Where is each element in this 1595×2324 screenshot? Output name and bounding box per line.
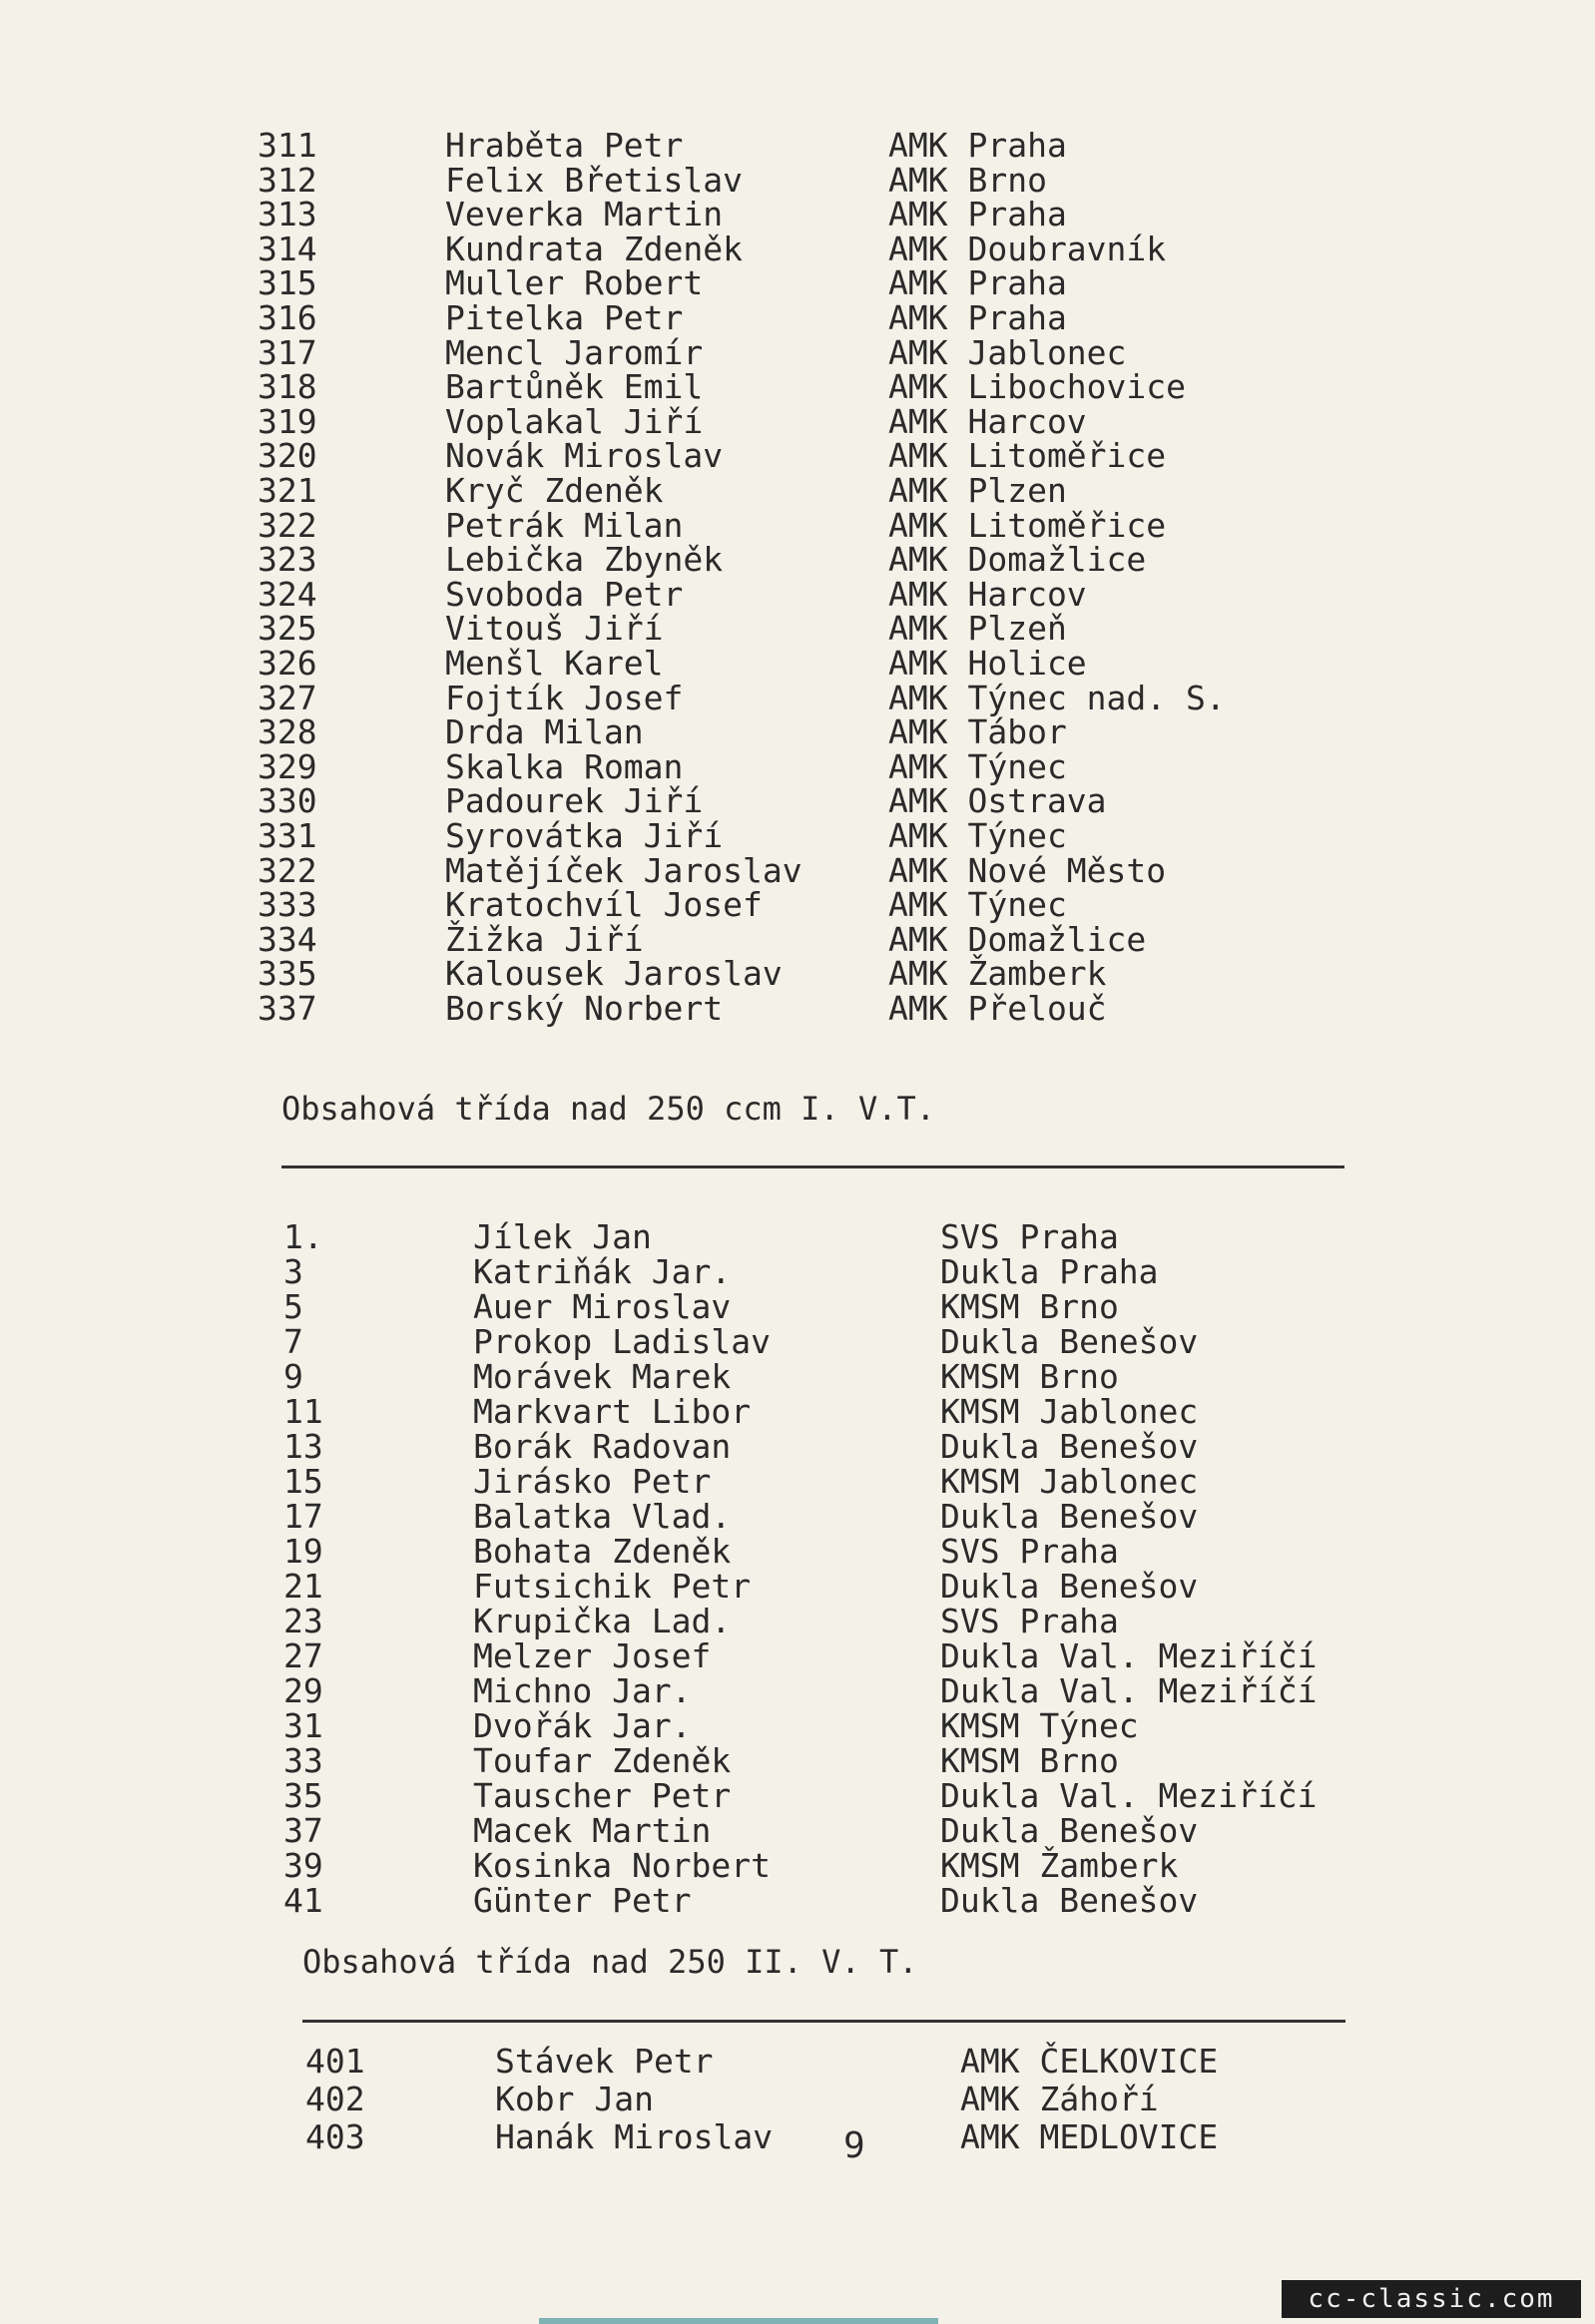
entry-row [0,956,1595,992]
entry-name: Žižka Jiří [445,919,644,959]
entry-number: 31 [283,1706,323,1745]
entry-row [0,2082,1595,2117]
entry-name: Markvart Libor [473,1392,752,1431]
entry-number: 27 [283,1636,323,1675]
entry-name: Padourek Jiří [445,781,704,821]
entry-number: 41 [283,1881,323,1920]
entry-number: 326 [258,644,317,683]
section-3-heading: Obsahová třída nad 250 II. V. T. [302,1943,918,1981]
entry-name: Stávek Petr [495,2042,714,2081]
entry-name: Skalka Roman [445,746,684,786]
entry-row [0,1219,1595,1255]
entry-club: Dukla Val. Meziříčí [940,1636,1318,1675]
entry-club: SVS Praha [940,1602,1119,1640]
entry-number: 401 [305,2042,365,2081]
entry-name: Lebička Zbyněk [445,540,724,580]
entry-number: 322 [258,505,317,545]
entry-row [0,197,1595,232]
entry-row [0,1778,1595,1814]
entry-name: Matějíček Jaroslav [445,850,802,890]
entry-number: 35 [283,1776,323,1815]
entry-club: Dukla Val. Meziříčí [940,1671,1318,1710]
entry-club: AMK Praha [888,263,1067,303]
entry-row [0,1499,1595,1535]
entry-row [0,128,1595,164]
page-number: 9 [843,2125,865,2166]
entry-name: Vitouš Jiří [445,609,664,649]
entry-number: 330 [258,781,317,821]
entry-name: Kosinka Norbert [473,1846,772,1885]
entry-club: AMK Přelouč [888,989,1107,1028]
entry-row [0,1534,1595,1570]
entry-number: 29 [283,1671,323,1710]
entry-row [0,919,1595,959]
entry-name: Voplakal Jiří [445,401,704,441]
entry-number: 3 [283,1252,303,1291]
entry-name: Tauscher Petr [473,1776,732,1815]
entry-number: 315 [258,263,317,303]
entry-row [0,1813,1595,1849]
entry-row [0,1638,1595,1674]
entry-name: Futsichik Petr [473,1567,752,1606]
entry-club: AMK Harcov [888,574,1087,614]
entry-club: AMK Záhoří [960,2080,1159,2118]
entry-name: Melzer Josef [473,1636,712,1675]
entry-name: Dvořák Jar. [473,1706,692,1745]
entry-row [0,473,1595,509]
entry-number: 328 [258,712,317,752]
entry-name: Krupička Lad. [473,1602,732,1640]
entry-club: AMK ČELKOVICE [960,2042,1219,2081]
entry-club: AMK Praha [888,298,1067,337]
entry-club: Dukla Benešov [940,1881,1199,1920]
entry-name: Kalousek Jaroslav [445,954,783,994]
entry-row [0,300,1595,336]
entry-row [0,438,1595,474]
entry-row [0,850,1595,890]
entry-club: KMSM Brno [940,1357,1119,1396]
entry-row [0,401,1595,441]
entry-name: Kratochvíl Josef [445,885,763,925]
entry-name: Günter Petr [473,1881,692,1920]
entry-name: Kryč Zdeněk [445,471,664,510]
entry-club: AMK Praha [888,195,1067,234]
entry-name: Jílek Jan [473,1217,652,1256]
entry-club: AMK MEDLOVICE [960,2117,1219,2156]
entry-name: Pitelka Petr [445,298,684,337]
entry-club: AMK Týnec [888,816,1067,855]
entry-club: Dukla Benešov [940,1497,1199,1536]
entry-number: 17 [283,1497,323,1536]
entry-row [0,229,1595,268]
entry-club: AMK Praha [888,126,1067,165]
entry-number: 313 [258,195,317,234]
entry-row [0,160,1595,200]
entry-number: 335 [258,954,317,994]
entry-row [0,1708,1595,1744]
entry-row [0,887,1595,923]
entry-number: 403 [305,2117,365,2156]
entry-number: 312 [258,160,317,200]
entry-row [0,1429,1595,1465]
entry-club: SVS Praha [940,1532,1119,1571]
entry-name: Menšl Karel [445,644,664,683]
entry-name: Auer Miroslav [473,1287,732,1326]
entry-number: 15 [283,1462,323,1501]
entry-number: 331 [258,816,317,855]
entry-row [0,2119,1595,2155]
entry-club: AMK Doubravník [888,229,1167,268]
bottom-strip [539,2318,938,2324]
entry-name: Syrovátka Jiří [445,816,724,855]
entry-number: 13 [283,1427,323,1466]
entry-name: Bartůněk Emil [445,367,704,407]
entry-number: 321 [258,471,317,510]
entry-number: 327 [258,678,317,717]
entry-club: AMK Litoměřice [888,505,1167,545]
entry-club: AMK Nové Město [888,850,1167,890]
entry-name: Jirásko Petr [473,1462,712,1501]
entry-name: Prokop Ladislav [473,1322,772,1361]
entry-club: AMK Jablonec [888,332,1127,372]
entry-club: AMK Harcov [888,401,1087,441]
entry-club: AMK Libochovice [888,367,1187,407]
entry-row [0,678,1595,717]
entry-club: AMK Brno [888,160,1047,200]
entry-name: Morávek Marek [473,1357,732,1396]
entry-number: 320 [258,436,317,476]
entry-number: 5 [283,1287,303,1326]
entry-row [0,646,1595,682]
entry-row [0,1743,1595,1779]
entry-club: KMSM Týnec [940,1706,1139,1745]
entry-row [0,818,1595,854]
entry-number: 322 [258,850,317,890]
entry-number: 333 [258,885,317,925]
entry-number: 334 [258,919,317,959]
entry-row [0,1673,1595,1709]
entry-number: 1. [283,1217,323,1256]
entry-row [0,542,1595,578]
entry-name: Felix Břetislav [445,160,744,200]
entry-name: Balatka Vlad. [473,1497,732,1536]
entry-name: Toufar Zdeněk [473,1741,732,1780]
entry-club: AMK Domažlice [888,919,1147,959]
section-2-divider [281,1165,1344,1168]
entry-club: Dukla Praha [940,1252,1159,1291]
entry-name: Borák Radovan [473,1427,732,1466]
entry-name: Borský Norbert [445,989,724,1028]
section-3-divider [302,2020,1345,2023]
entry-row [0,332,1595,372]
entry-club: AMK Ostrava [888,781,1107,821]
entry-number: 9 [283,1357,303,1396]
entry-number: 19 [283,1532,323,1571]
entry-number: 33 [283,1741,323,1780]
entry-club: SVS Praha [940,1217,1119,1256]
entry-club: AMK Plzen [888,471,1067,510]
entry-row [0,746,1595,786]
entry-row [0,2044,1595,2080]
entry-row [0,611,1595,647]
entry-club: KMSM Žamberk [940,1846,1179,1885]
entry-name: Kundrata Zdeněk [445,229,744,268]
entry-club: AMK Týnec [888,885,1067,925]
entry-number: 337 [258,989,317,1028]
entry-name: Bohata Zdeněk [473,1532,732,1571]
entry-club: KMSM Jablonec [940,1462,1199,1501]
entry-number: 11 [283,1392,323,1431]
entry-name: Hanák Miroslav [495,2117,774,2156]
entry-club: Dukla Benešov [940,1811,1199,1850]
entry-club: Dukla Val. Meziříčí [940,1776,1318,1815]
entry-club: Dukla Benešov [940,1427,1199,1466]
entry-club: AMK Tábor [888,712,1067,752]
entry-club: AMK Litoměřice [888,436,1167,476]
entry-number: 21 [283,1567,323,1606]
entry-row [0,783,1595,819]
entry-name: Muller Robert [445,263,704,303]
entry-row [0,1394,1595,1430]
entry-name: Macek Martin [473,1811,712,1850]
entry-row [0,991,1595,1027]
entry-name: Mencl Jaromír [445,332,704,372]
entry-number: 325 [258,609,317,649]
entry-name: Svoboda Petr [445,574,684,614]
entry-club: AMK Plzeň [888,609,1067,649]
entry-club: Dukla Benešov [940,1322,1199,1361]
entry-number: 314 [258,229,317,268]
entry-number: 23 [283,1602,323,1640]
watermark-logo: cc-classic.com [1282,2280,1581,2318]
entry-number: 323 [258,540,317,580]
entry-row [0,574,1595,614]
entry-name: Drda Milan [445,712,644,752]
entry-name: Novák Miroslav [445,436,724,476]
entry-number: 37 [283,1811,323,1850]
entry-number: 318 [258,367,317,407]
entry-club: AMK Holice [888,644,1087,683]
entry-name: Hraběta Petr [445,126,684,165]
entry-club: AMK Týnec [888,746,1067,786]
entry-row [0,1464,1595,1500]
entry-number: 324 [258,574,317,614]
entry-number: 317 [258,332,317,372]
entry-number: 7 [283,1322,303,1361]
entry-club: Dukla Benešov [940,1567,1199,1606]
entry-number: 402 [305,2080,365,2118]
entry-row [0,505,1595,545]
entry-row [0,1883,1595,1919]
entry-number: 316 [258,298,317,337]
entry-number: 39 [283,1846,323,1885]
entry-name: Veverka Martin [445,195,724,234]
entry-row [0,1254,1595,1290]
entry-row [0,1324,1595,1360]
entry-club: AMK Domažlice [888,540,1147,580]
entry-name: Michno Jar. [473,1671,692,1710]
entry-row [0,1604,1595,1639]
entry-club: KMSM Brno [940,1741,1119,1780]
entry-row [0,1569,1595,1605]
entry-row [0,1359,1595,1395]
entry-number: 329 [258,746,317,786]
entry-number: 311 [258,126,317,165]
entry-name: Fojtík Josef [445,678,684,717]
section-2-heading: Obsahová třída nad 250 ccm I. V.T. [281,1090,936,1128]
entry-row [0,369,1595,405]
entry-name: Kobr Jan [495,2080,654,2118]
entry-number: 319 [258,401,317,441]
entry-club: KMSM Brno [940,1287,1119,1326]
entry-name: Katriňák Jar. [473,1252,732,1291]
entry-club: AMK Týnec nad. S. [888,678,1226,717]
entry-row [0,714,1595,750]
entry-row [0,1289,1595,1325]
entry-row [0,1848,1595,1884]
entry-club: KMSM Jablonec [940,1392,1199,1431]
entry-row [0,265,1595,301]
entry-name: Petrák Milan [445,505,684,545]
entry-club: AMK Žamberk [888,954,1107,994]
